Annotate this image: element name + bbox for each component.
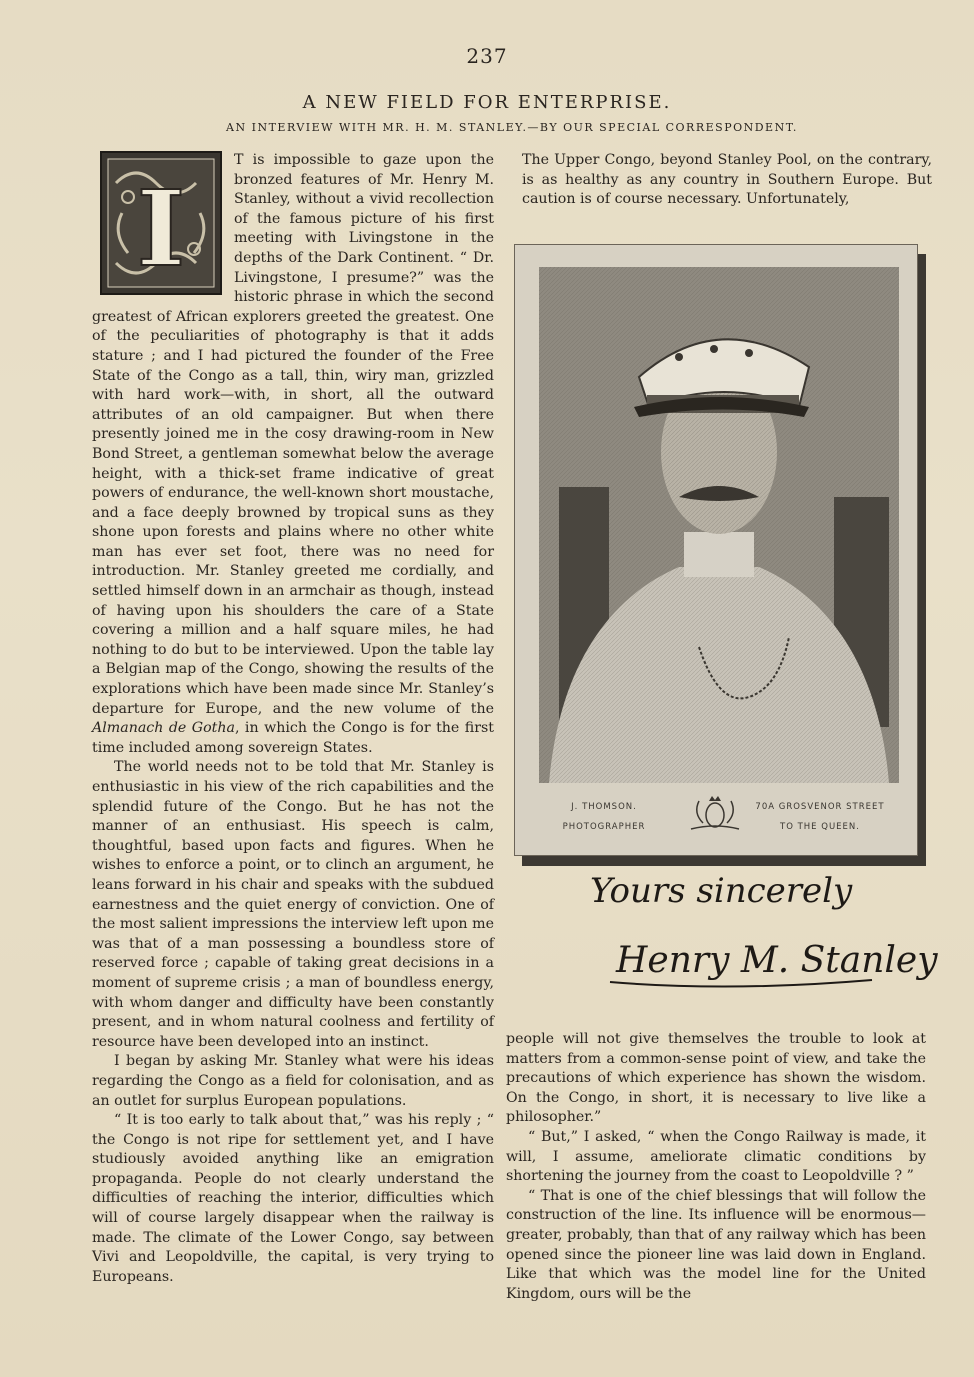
photographer-name: J. THOMSON. bbox=[571, 802, 637, 812]
studio-address bbox=[755, 797, 885, 837]
ornamental-drop-cap bbox=[100, 151, 222, 295]
right-bottom-paragraph-1: people will not give themselves the trouble to look at matters from a common-sense point of view, and take the precautions of which experience has shown the wisdom. On the Congo, in short, it is necessary to live like a philosopher.” bbox=[506, 1031, 926, 1126]
portrait-card bbox=[514, 244, 918, 856]
right-bottom-paragraph-3: “ That is one of the chief blessings that will follow the construction of the line. Its influence will be enormous—greater, probably, than that of any railway which has been opened since the pioneer line was laid down in England. Like that which was the model line for the United Kingdom, ours will be the bbox=[506, 1187, 926, 1302]
page-number: 237 bbox=[466, 44, 508, 68]
right-column-top bbox=[522, 151, 932, 210]
paragraph-1-text: T is impossible to gaze upon the bronzed features of Mr. Henry M. Stanley, without a vivid recollection of the famous picture of his first meeting with Livingstone in the depths of the Dark Continent. “ Dr. Livingstone, I presume?” was the historic phrase in which the second greatest of African explorers greeted the greatest. One of the peculiarities of photography is that it adds stature ; and I had pictured the founder of the Free State of the Congo as a tall, thin, wiry man, grizzled with hard work—with, in short, all the outward attributes of an old campaigner. But when there presently joined me in the cosy drawing-room in New Bond Street, a gentleman somewhat below the average height, with a thick-set frame indicative of great powers of endurance, the well-known short moustache, and a face deeply browned by tropical suns as they shone upon forests and plains where no other white man has ever set foot, there was no need for introduction. Mr. Stanley greeted me cordially, and settled himself down in an armchair as though, instead of having upon his shoulders the care of a State covering a million and a half square miles, he had nothing to do but to be interviewed. Upon the table lay a Belgian map of the Congo, showing the results of the explorations which have been made since Mr. Stanley’s departure for Europe, and the new volume of the bbox=[92, 152, 494, 717]
signature-line-2: Henry M. Stanley bbox=[616, 940, 938, 981]
almanach-title: Almanach de Gotha bbox=[92, 720, 235, 737]
article-subtitle: AN INTERVIEW WITH MR. H. M. STANLEY.—BY OUR SPECIAL CORRESPONDENT. bbox=[226, 121, 798, 134]
stanley-portrait-photo bbox=[539, 267, 899, 783]
right-bottom-paragraph-2: “ But,” I asked, “ when the Congo Railway is made, it will, I assume, ameliorate climatic conditions by shortening the journey from the coast to Leopoldville ? ” bbox=[506, 1128, 926, 1185]
appointment-line: TO THE QUEEN. bbox=[780, 822, 860, 832]
paragraph-1-end: , in which the Congo is for the first time included among sovereign States. bbox=[92, 720, 494, 756]
right-column-bottom bbox=[506, 1030, 926, 1304]
photographer-role: PHOTOGRAPHER bbox=[562, 822, 646, 832]
stanley-signature bbox=[590, 862, 938, 1012]
right-top-paragraph: The Upper Congo, beyond Stanley Pool, on the contrary, is as healthy as any country in Southern Europe. But caution is of course necessary. Unfortunately, bbox=[522, 152, 932, 208]
photographer-credit bbox=[549, 797, 659, 837]
paragraph-3: I began by asking Mr. Stanley what were his ideas regarding the Congo as a field for colonisation, and as an outlet for surplus European populations. bbox=[92, 1053, 494, 1109]
paragraph-4: “ It is too early to talk about that,” was his reply ; “ the Congo is not ripe for settlement yet, and I have studiously avoided anything like an emigration propaganda. People do not clearly understand the difficulties of reaching the interior, difficulties which will of course largely disappear when the railway is made. The climate of the Lower Congo, say between Vivi and Leopoldville, the capital, is very trying to Europeans. bbox=[92, 1112, 494, 1285]
article-title: A NEW FIELD FOR ENTERPRISE. bbox=[302, 92, 672, 113]
royal-crest-icon bbox=[683, 793, 747, 833]
address-line: 70A GROSVENOR STREET bbox=[755, 802, 885, 812]
drop-cap-ornament bbox=[102, 153, 220, 293]
left-column bbox=[92, 151, 494, 1287]
signature-line-1: Yours sincerely bbox=[590, 871, 853, 911]
paragraph-2: The world needs not to be told that Mr. Stanley is enthusiastic in his view of the rich capabilities and the splendid future of the Congo. But he has not the manner of an enthusiast. His speech is calm, thoughtful, based upon facts and figures. When he wishes to enforce a point, or to clinch an argument, he leans forward in his chair and speaks with the subdued earnestness and the quiet energy of conviction. One of the most salient impressions the interview left upon me was that of a man possessing a boundless store of reserved force ; capable of taking great decisions in a moment of supreme crisis ; a man of boundless energy, with whom danger and difficulty have been constantly present, and in whom natural coolness and fertility of resource have been developed into an instinct. bbox=[92, 759, 494, 1050]
drop-cap-letter: I bbox=[136, 167, 186, 290]
